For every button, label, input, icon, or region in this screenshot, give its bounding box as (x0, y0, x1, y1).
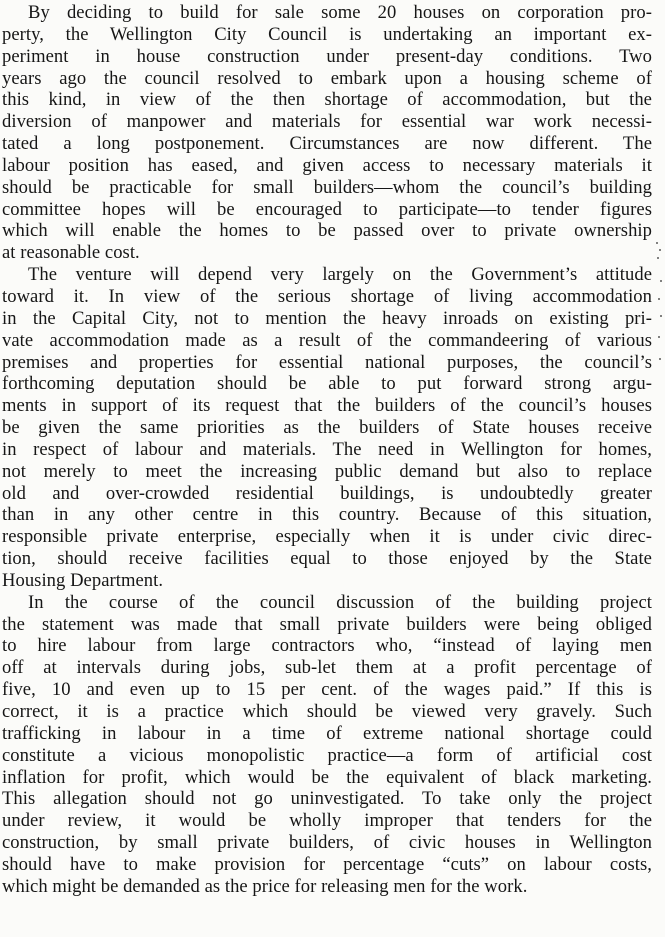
text-line: vate accommodation made as a result of the commandeering of various (2, 329, 652, 351)
text-line: should have to make provision for percentage “cuts” on labour costs, (2, 853, 652, 875)
text-line: ments in support of its request that the builders of the council’s houses (2, 395, 652, 417)
text-line: inflation for profit, which would be the equivalent of black marketing. (2, 766, 652, 788)
text-line: which might be demanded as the price for releasing men for the work. (2, 875, 528, 897)
article-paragraph (2, 2, 652, 264)
text-line: forthcoming deputation should be able to put forward strong argu- (2, 373, 652, 395)
text-line: which will enable the homes to be passed over to private ownership (2, 220, 652, 242)
text-line: responsible private enterprise, especially when it is under civic direc- (2, 526, 652, 548)
article-paragraph (2, 592, 652, 898)
text-line: at reasonable cost. (2, 242, 140, 264)
text-line: not merely to meet the increasing public demand but also to replace (2, 460, 652, 482)
text-line: periment in house construction under present-day conditions. Two (2, 45, 652, 67)
text-line: this kind, in view of the then shortage of accommodation, but the (2, 89, 652, 111)
text-line: This allegation should not go uninvestigated. To take only the project (2, 788, 652, 810)
text-line: premises and properties for essential national purposes, the council’s (2, 351, 652, 373)
text-line: to hire labour from large contractors who, “instead of laying men (2, 635, 652, 657)
text-line: perty, the Wellington City Council is undertaking an important ex- (2, 23, 652, 45)
text-line: should be practicable for small builders—whom the council’s building (2, 176, 652, 198)
editorial-article (2, 2, 652, 898)
article-paragraph (2, 264, 652, 592)
text-line: the statement was made that small private builders were being obliged (2, 613, 652, 635)
text-line: in the Capital City, not to mention the heavy inroads on existing pri- (2, 307, 652, 329)
text-line: By deciding to build for sale some 20 houses on corporation pro- (28, 2, 652, 23)
text-line: diversion of manpower and materials for essential war work necessi- (2, 111, 652, 133)
text-line: Housing Department. (2, 569, 164, 591)
text-line: constitute a vicious monopolistic practice—a form of artificial cost (2, 744, 652, 766)
text-line: labour position has eased, and given access to necessary materials it (2, 154, 652, 176)
text-line: in respect of labour and materials. The need in Wellington for homes, (2, 438, 652, 460)
text-line: old and over-crowded residential buildings, is undoubtedly greater (2, 482, 652, 504)
text-line: construction, by small private builders, of civic houses in Wellington (2, 832, 652, 854)
text-line: than in any other centre in this country. Because of this situation, (2, 504, 652, 526)
text-line: under review, it would be wholly improper that tenders for the (2, 810, 652, 832)
text-line: be given the same priorities as the builders of State houses receive (2, 417, 652, 439)
text-line: off at intervals during jobs, sub-let them at a profit percentage of (2, 657, 652, 679)
text-line: committee hopes will be encouraged to participate—to tender figures (2, 198, 652, 220)
text-line: The venture will depend very largely on the Government’s attitude (28, 264, 652, 286)
text-line: toward it. In view of the serious shortage of living accommodation (2, 285, 652, 307)
text-line: tion, should receive facilities equal to those enjoyed by the State (2, 548, 652, 570)
text-line: trafficking in labour in a time of extreme national shortage could (2, 722, 652, 744)
print-margin-specks (654, 240, 664, 380)
text-line: years ago the council resolved to embark upon a housing scheme of (2, 67, 652, 89)
text-line: In the course of the council discussion of the building project (28, 591, 652, 613)
text-line: correct, it is a practice which should be viewed very gravely. Such (2, 701, 652, 722)
text-line: five, 10 and even up to 15 per cent. of the wages paid.” If this is (2, 679, 652, 701)
text-line: tated a long postponement. Circumstances are now different. The (2, 133, 652, 155)
